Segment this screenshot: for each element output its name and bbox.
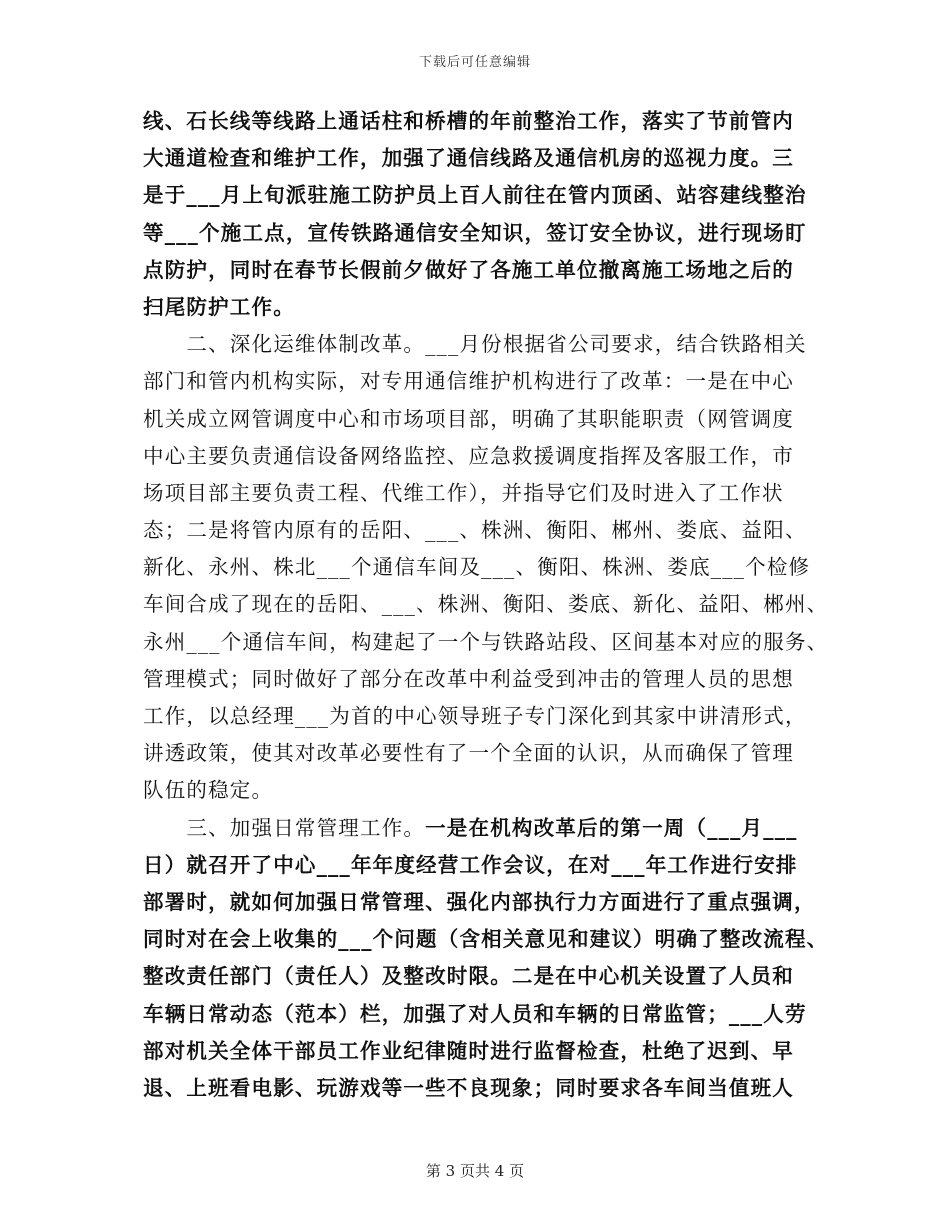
text-line: 扫尾防护工作。: [143, 294, 295, 319]
text-line: 线、石长线等线路上通话柱和桥槽的年前整治工作，落实了节前管内: [143, 109, 794, 133]
text-line: 中心主要负责通信设备网络监控、应急救援调度指挥及客服工作，市: [143, 443, 794, 468]
text-line: 部门和管内机构实际，对专用通信维护机构进行了改革：一是在中心: [143, 369, 794, 394]
text-line: 二、深化运维体制改革。___月份根据省公司要求，结合铁路相关: [143, 332, 807, 357]
text-line: 永州___个通信车间，构建起了一个与铁路站段、区间基本对应的服务、: [143, 629, 829, 654]
text-line-bold-part: 一是在机构改革后的第一周（___月___: [425, 815, 798, 840]
text-line: 日）就召开了中心___年年度经营工作会议，在对___年工作进行安排: [143, 852, 798, 877]
text-line: 大通道检查和维护工作，加强了通信线路及通信机房的巡视力度。三: [143, 146, 794, 171]
text-line: 新化、永州、株北___个通信车间及___、衡阳、株洲、娄底___个检修: [143, 555, 811, 580]
page-header-note: 下载后可任意编辑: [418, 55, 531, 70]
text-line: 工作，以总经理___为首的中心领导班子专门深化到其家中讲清形式，: [143, 704, 807, 728]
text-line: 点防护，同时在春节长假前夕做好了各施工单位撤离施工场地之后的: [143, 257, 794, 282]
text-line: 管理模式；同时做好了部分在改革中利益受到冲击的管理人员的思想: [143, 666, 794, 691]
text-line: 讲透政策，使其对改革必要性有了一个全面的认识，从而确保了管理: [143, 741, 794, 766]
text-line: 态；二是将管内原有的岳阳、___、株洲、衡阳、郴州、娄底、益阳、: [143, 518, 807, 543]
text-line-mixed: [143, 810, 823, 847]
text-line: 退、上班看电影、玩游戏等一些不良现象；同时要求各车间当值班人: [143, 1075, 794, 1100]
document-body: [143, 103, 829, 1107]
page-footer-number: 第 3 页共 4 页: [425, 1162, 525, 1180]
text-line: 部署时，就如何加强日常管理、强化内部执行力方面进行了重点强调，: [143, 889, 816, 914]
text-line: 同时对在会上收集的___个问题（含相关意见和建议）明确了整改流程、: [143, 927, 829, 952]
text-line: 队伍的稳定。: [143, 778, 274, 803]
text-line: 部对机关全体干部员工作业纪律随时进行监督检查，杜绝了迟到、早: [143, 1038, 794, 1063]
text-line: 机关成立网管调度中心和市场项目部，明确了其职能职责（网管调度: [143, 406, 794, 431]
text-line: 整改责任部门（责任人）及整改时限。二是在中心机关设置了人员和: [143, 964, 794, 989]
text-line: 等___个施工点，宣传铁路通信安全知识，签订安全协议，进行现场盯: [143, 220, 807, 245]
text-line: 车间合成了现在的岳阳、___、株洲、衡阳、娄底、新化、益阳、郴州、: [143, 592, 829, 617]
text-line: 车辆日常动态（范本）栏，加强了对人员和车辆的日常监管；___人劳: [143, 1001, 807, 1026]
text-line: 是于___月上旬派驻施工防护员上百人前往在管内顶函、站容建线整治: [143, 183, 807, 208]
text-line-normal-part: 三、加强日常管理工作。: [143, 815, 426, 840]
text-line: 场项目部主要负责工程、代维工作），并指导它们及时进入了工作状: [143, 480, 784, 505]
